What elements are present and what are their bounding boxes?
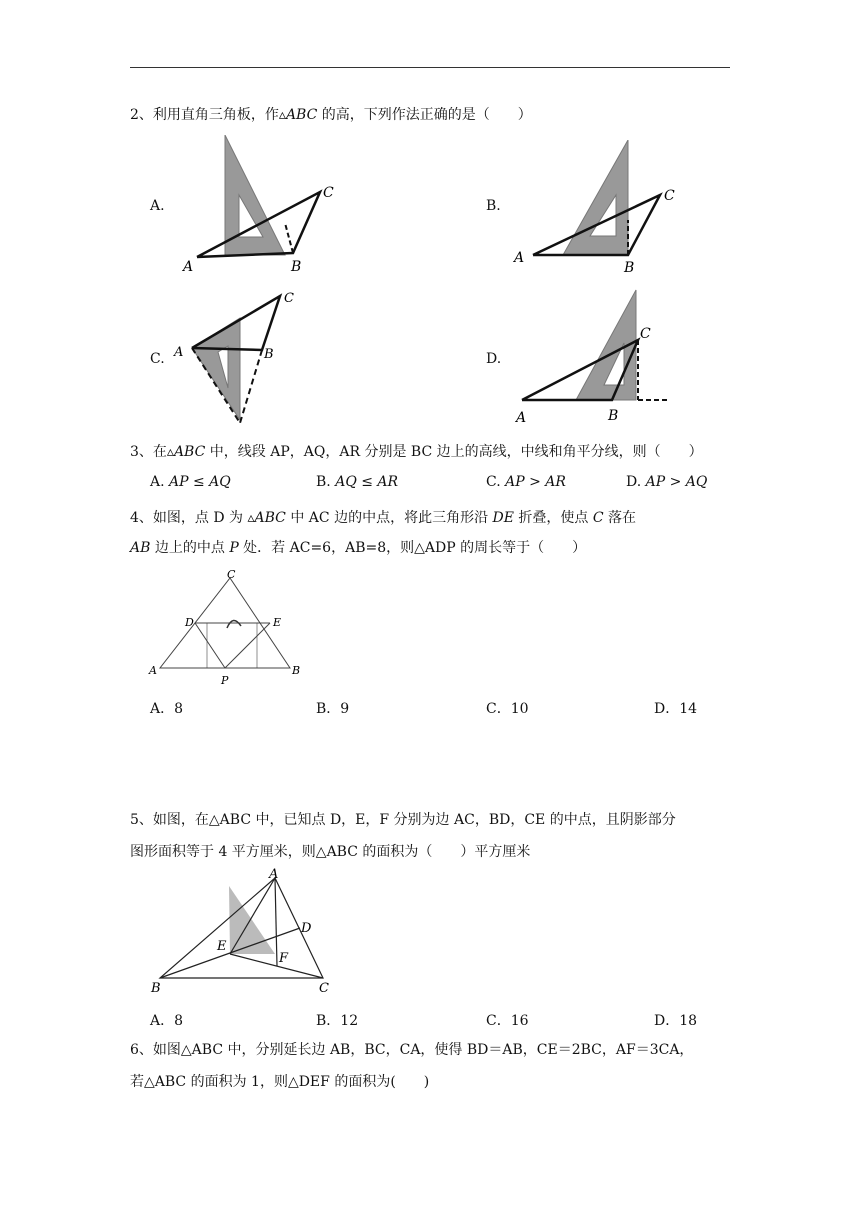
q3-option-b xyxy=(316,474,398,490)
q4-de: DE xyxy=(492,510,514,526)
label-a: A xyxy=(174,345,184,360)
q3-text-a: 3、在 xyxy=(130,444,167,460)
fold-arrow-icon xyxy=(227,620,241,628)
q4-option-c: C．10 xyxy=(486,701,529,717)
q4-ab: AB xyxy=(130,540,151,556)
q2-figure-a xyxy=(175,135,345,275)
label-p: P xyxy=(221,674,229,687)
label-b: B xyxy=(292,664,301,677)
q4-p: P xyxy=(229,540,239,556)
label-c: C xyxy=(227,568,236,581)
label-d: D xyxy=(301,921,312,936)
label-a: A xyxy=(514,250,525,266)
q4-text-e: 边上的中点 xyxy=(150,540,230,556)
label-b: B xyxy=(264,347,274,362)
q3-option-b-expr: AQ ≤ AR xyxy=(335,474,399,490)
question-2-stem xyxy=(130,105,730,125)
label-d: D xyxy=(185,616,194,629)
q2-figure-c xyxy=(170,288,310,428)
q3-option-d-label: D. xyxy=(626,474,642,490)
label-b: B xyxy=(151,981,161,996)
q3-option-a-label: A. xyxy=(150,474,165,490)
q2-text-b: 的高，下列作法正确的是（ ） xyxy=(317,107,532,123)
q5-option-a: A．8 xyxy=(150,1013,184,1029)
label-a: A xyxy=(149,664,157,677)
q4-text-f: 处．若 AC=6，AB=8，则△ADP 的周长等于（ ） xyxy=(238,540,587,556)
label-a: A xyxy=(516,410,527,426)
label-c: C xyxy=(640,326,651,342)
q5-figure xyxy=(145,868,345,998)
q3-option-a-expr: AP ≤ AQ xyxy=(169,474,231,490)
q5-option-b: B．12 xyxy=(316,1013,359,1029)
q2-triangle-symbol: ▵ABC xyxy=(278,107,318,123)
q2-figure-d xyxy=(510,288,690,428)
q2-figure-b xyxy=(508,140,688,275)
set-square xyxy=(563,140,628,255)
question-5-line-2: 图形面积等于 4 平方厘米，则△ABC 的面积为（ ）平方厘米 xyxy=(130,844,531,860)
label-e: E xyxy=(273,616,282,629)
label-b: B xyxy=(291,259,302,275)
extension-dash-2 xyxy=(240,350,262,423)
label-b: B xyxy=(624,260,635,275)
label-c: C xyxy=(664,188,675,204)
label-c: C xyxy=(319,981,329,996)
segment-af xyxy=(275,878,277,966)
q3-option-c-label: C. xyxy=(486,474,501,490)
q2-option-b-label: B. xyxy=(486,198,501,214)
q2-option-d-label: D. xyxy=(486,351,502,367)
q4-option-d: D．14 xyxy=(654,701,698,717)
q4-text-a: 4、如图，点 D 为 xyxy=(130,510,248,526)
q4-text-c: 折叠，使点 xyxy=(513,510,593,526)
q3-option-d-expr: AP > AQ xyxy=(645,474,708,490)
question-5-line-1: 5、如图，在△ABC 中，已知点 D，E，F 分别为边 AC，BD，CE 的中点，且阴影部分 xyxy=(130,812,676,828)
q3-triangle-symbol: ▵ABC xyxy=(166,444,206,460)
q5-option-d: D．18 xyxy=(654,1013,698,1029)
q2-option-c-label: C. xyxy=(150,351,165,367)
label-c: C xyxy=(323,185,334,201)
q4-text-d: 落在 xyxy=(603,510,637,526)
q2-text-a: 2、利用直角三角板，作 xyxy=(130,107,279,123)
q3-option-d xyxy=(626,474,707,490)
label-b: B xyxy=(608,408,619,424)
question-6-line-1: 6、如图△ABC 中，分别延长边 AB，BC，CA，使得 BD＝AB，CE＝2BC，AF＝3CA， xyxy=(130,1042,694,1058)
q4-c: C xyxy=(592,510,604,526)
q4-text-b: 中 AC 边的中点，将此三角形沿 xyxy=(285,510,493,526)
q3-option-c xyxy=(486,474,566,490)
q3-text-b: 中，线段 AP，AQ，AR 分别是 BC 边上的高线，中线和角平分线，则（ ） xyxy=(205,444,703,460)
question-4-line-2 xyxy=(130,538,730,558)
q4-triangle-symbol: ▵ABC xyxy=(247,510,286,526)
label-a: A xyxy=(269,868,279,882)
segment-ep xyxy=(225,623,270,668)
height-dash xyxy=(285,223,293,253)
header-rule xyxy=(130,67,730,68)
q3-option-b-label: B. xyxy=(316,474,331,490)
q2-option-a-label: A. xyxy=(150,198,165,214)
question-6-line-2: 若△ABC 的面积为 1，则△DEF 的面积为( ) xyxy=(130,1074,430,1090)
q4-option-b: B．9 xyxy=(316,701,350,717)
label-a: A xyxy=(183,259,194,275)
q5-option-c: C．16 xyxy=(486,1013,529,1029)
question-3-stem xyxy=(130,442,730,462)
q3-option-a xyxy=(150,474,231,490)
label-e: E xyxy=(217,939,227,954)
label-c: C xyxy=(284,291,294,306)
segment-dp xyxy=(195,623,225,668)
label-f: F xyxy=(279,951,289,966)
q3-option-c-expr: AP > AR xyxy=(505,474,566,490)
q4-option-a: A．8 xyxy=(150,701,184,717)
q4-figure xyxy=(145,568,310,688)
question-4-line-1 xyxy=(130,508,730,528)
